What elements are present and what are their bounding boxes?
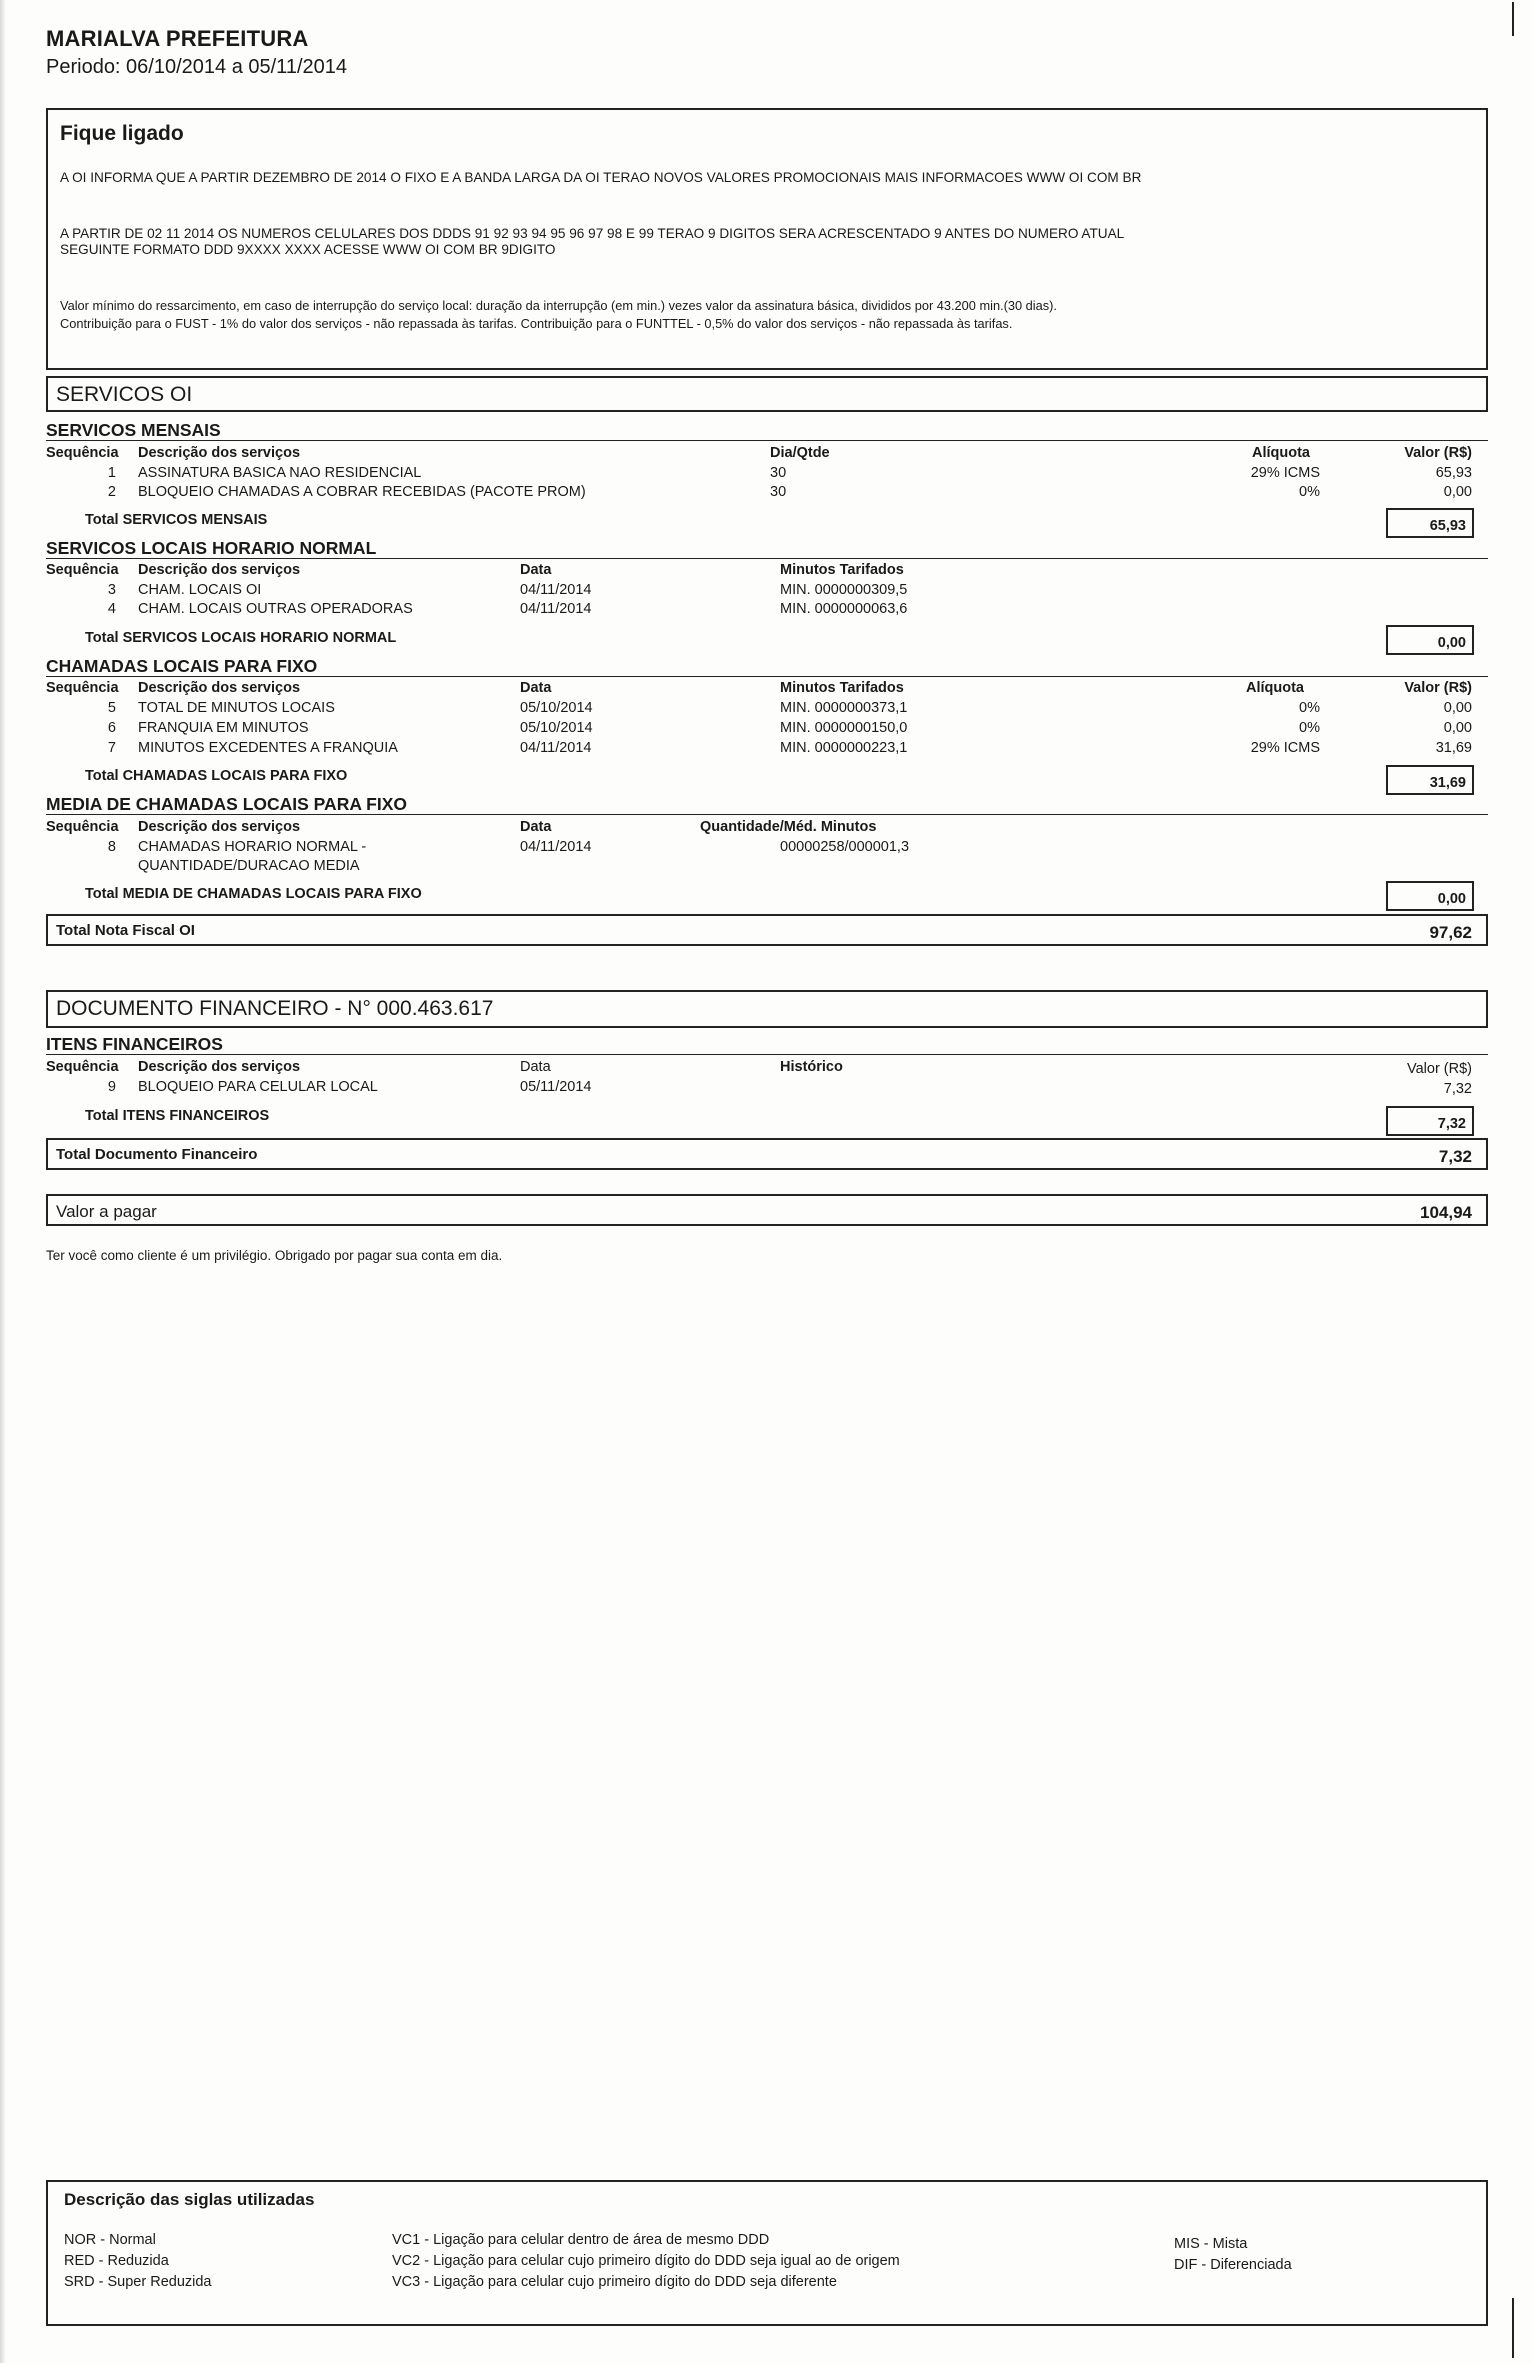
legend-dif: DIF - Diferenciada xyxy=(1174,2257,1292,2273)
footer-note: Ter você como cliente é um privilégio. Obrigado por pagar sua conta em dia. xyxy=(46,1248,503,1263)
row-data: 04/11/2014 xyxy=(520,740,592,756)
row-valor: 0,00 xyxy=(1443,484,1472,500)
col-data: Data xyxy=(520,1059,551,1075)
valor-a-pagar-value: 104,94 xyxy=(1420,1203,1472,1222)
col-data: Data xyxy=(520,562,552,578)
row-seq: 7 xyxy=(107,740,116,756)
row-seq: 1 xyxy=(107,465,116,481)
total-mensais-label: Total SERVICOS MENSAIS xyxy=(85,512,268,528)
total-itens-value: 7,32 xyxy=(1386,1106,1474,1136)
row-valor: 0,00 xyxy=(1443,700,1472,716)
row-aliq: 29% ICMS xyxy=(1250,740,1320,756)
col-valor: Valor (R$) xyxy=(1404,680,1472,696)
col-seq: Sequência xyxy=(46,680,119,696)
scan-mark-top xyxy=(1512,2,1514,36)
legend-title: Descrição das siglas utilizadas xyxy=(64,2190,315,2209)
row-desc-line1: CHAMADAS HORARIO NORMAL - xyxy=(138,839,367,855)
row-desc: CHAM. LOCAIS OUTRAS OPERADORAS xyxy=(138,601,413,617)
col-minutos: Minutos Tarifados xyxy=(780,680,904,696)
row-desc: MINUTOS EXCEDENTES A FRANQUIA xyxy=(138,740,398,756)
subhead-servicos-locais: SERVICOS LOCAIS HORARIO NORMAL xyxy=(46,538,377,558)
row-qty: 30 xyxy=(770,484,787,500)
col-desc: Descrição dos serviços xyxy=(138,819,301,835)
billing-period: Periodo: 06/10/2014 a 05/11/2014 xyxy=(46,56,347,78)
scan-mark-bottom xyxy=(1512,2298,1514,2358)
row-minutos: MIN. 0000000309,5 xyxy=(780,582,908,598)
rule-itens xyxy=(46,1054,1488,1055)
row-desc: BLOQUEIO PARA CELULAR LOCAL xyxy=(138,1079,378,1095)
notice-paragraph-3: Valor mínimo do ressarcimento, em caso de interrupção do serviço local: duração da interrupção (em min.) vezes valor da assinatura básica, divididos por 43.200 min.(30 dias). xyxy=(60,298,1057,313)
rule-fixo xyxy=(46,676,1488,677)
total-locais-label: Total SERVICOS LOCAIS HORARIO NORMAL xyxy=(85,630,397,646)
col-qty: Dia/Qtde xyxy=(770,445,830,461)
subhead-servicos-mensais: SERVICOS MENSAIS xyxy=(46,420,221,440)
subhead-media-chamadas: MEDIA DE CHAMADAS LOCAIS PARA FIXO xyxy=(46,794,408,814)
col-desc: Descrição dos serviços xyxy=(138,562,301,578)
col-seq: Sequência xyxy=(46,819,119,835)
row-seq: 2 xyxy=(107,484,116,500)
row-data: 05/11/2014 xyxy=(520,1079,592,1095)
col-aliq: Alíquota xyxy=(1246,680,1304,696)
col-desc: Descrição dos serviços xyxy=(138,680,301,696)
total-nota-fiscal xyxy=(46,914,1488,946)
col-seq: Sequência xyxy=(46,1059,119,1075)
rule-media xyxy=(46,814,1488,815)
valor-a-pagar xyxy=(46,1194,1488,1226)
col-seq: Sequência xyxy=(46,445,119,461)
col-seq: Sequência xyxy=(46,562,119,578)
legend-vc1: VC1 - Ligação para celular dentro de área de mesmo DDD xyxy=(392,2232,770,2248)
row-data: 04/11/2014 xyxy=(520,582,592,598)
col-data: Data xyxy=(520,680,552,696)
col-valor: Valor (R$) xyxy=(1407,1061,1472,1077)
row-desc: FRANQUIA EM MINUTOS xyxy=(138,720,309,736)
row-valor: 31,69 xyxy=(1435,740,1472,756)
row-minutos: MIN. 0000000150,0 xyxy=(780,720,908,736)
rule-locais xyxy=(46,558,1488,559)
col-data: Data xyxy=(520,819,552,835)
row-desc: BLOQUEIO CHAMADAS A COBRAR RECEBIDAS (PACOTE PROM) xyxy=(138,484,586,500)
row-seq: 9 xyxy=(107,1079,116,1095)
subhead-chamadas-fixo: CHAMADAS LOCAIS PARA FIXO xyxy=(46,656,318,676)
row-seq: 4 xyxy=(107,601,116,617)
row-valor: 0,00 xyxy=(1443,720,1472,736)
notice-paragraph-2: A PARTIR DE 02 11 2014 OS NUMEROS CELULARES DOS DDDS 91 92 93 94 95 96 97 98 E 99 TERAO 9 DIGITOS SERA ACRESCENTADO 9 ANTES DO NUMERO ATUAL SEGUINTE FORMATO DDD 9XXXX XXXX ACESSE WWW OI COM BR 9DIGITO xyxy=(60,226,1124,257)
company-name: MARIALVA PREFEITURA xyxy=(46,26,309,51)
col-qty: Quantidade/Méd. Minutos xyxy=(700,819,877,835)
total-itens-label: Total ITENS FINANCEIROS xyxy=(85,1108,270,1124)
total-documento-financeiro xyxy=(46,1138,1488,1170)
row-minutos: MIN. 0000000373,1 xyxy=(780,700,908,716)
total-nota-fiscal-label: Total Nota Fiscal OI xyxy=(56,922,195,939)
total-mensais-value: 65,93 xyxy=(1386,508,1474,538)
row-seq: 5 xyxy=(107,700,116,716)
col-valor: Valor (R$) xyxy=(1404,445,1472,461)
legend-mis: MIS - Mista xyxy=(1174,2236,1248,2252)
notice-paragraph-4: Contribuição para o FUST - 1% do valor dos serviços - não repassada às tarifas. Contribuição para o FUNTTEL - 0,5% do valor dos serviços - não repassada às tarifas. xyxy=(60,316,1013,331)
total-documento-value: 7,32 xyxy=(1438,1147,1472,1166)
legend-srd: SRD - Super Reduzida xyxy=(64,2274,212,2290)
total-documento-label: Total Documento Financeiro xyxy=(56,1146,258,1163)
row-valor: 7,32 xyxy=(1443,1081,1472,1097)
total-nota-fiscal-value: 97,62 xyxy=(1429,923,1472,942)
col-historico: Histórico xyxy=(780,1059,843,1075)
notice-title: Fique ligado xyxy=(60,122,184,145)
total-media-value: 0,00 xyxy=(1386,881,1474,911)
row-aliq: 0% xyxy=(1299,484,1320,500)
valor-a-pagar-label: Valor a pagar xyxy=(56,1202,157,1221)
col-aliq: Alíquota xyxy=(1252,445,1310,461)
row-minutos: MIN. 0000000223,1 xyxy=(780,740,908,756)
total-media-label: Total MEDIA DE CHAMADAS LOCAIS PARA FIXO xyxy=(85,886,422,902)
row-seq: 8 xyxy=(107,839,116,855)
row-seq: 6 xyxy=(107,720,116,736)
subhead-itens-financeiros: ITENS FINANCEIROS xyxy=(46,1034,223,1054)
notice-paragraph-1: A OI INFORMA QUE A PARTIR DEZEMBRO DE 2014 O FIXO E A BANDA LARGA DA OI TERAO NOVOS VALORES PROMOCIONAIS MAIS INFORMACOES WWW OI COM BR xyxy=(60,170,1142,185)
row-seq: 3 xyxy=(107,582,116,598)
row-data: 05/10/2014 xyxy=(520,720,593,736)
legend-vc3: VC3 - Ligação para celular cujo primeiro dígito do DDD seja diferente xyxy=(392,2274,837,2290)
col-minutos: Minutos Tarifados xyxy=(780,562,904,578)
col-desc: Descrição dos serviços xyxy=(138,1059,301,1075)
row-desc: ASSINATURA BASICA NAO RESIDENCIAL xyxy=(138,465,422,481)
legend-vc2: VC2 - Ligação para celular cujo primeiro dígito do DDD seja igual ao de origem xyxy=(392,2253,900,2269)
row-data: 05/10/2014 xyxy=(520,700,593,716)
total-fixo-value: 31,69 xyxy=(1386,765,1474,795)
row-aliq: 0% xyxy=(1299,720,1320,736)
rule-mensais xyxy=(46,440,1488,441)
col-desc: Descrição dos serviços xyxy=(138,445,301,461)
row-qty: 30 xyxy=(770,465,787,481)
page-edge-shadow xyxy=(0,0,6,2363)
row-qty: 00000258/000001,3 xyxy=(780,839,910,855)
row-aliq: 29% ICMS xyxy=(1250,465,1320,481)
section-documento-financeiro: DOCUMENTO FINANCEIRO - N° 000.463.617 xyxy=(46,990,1488,1028)
legend-red: RED - Reduzida xyxy=(64,2253,169,2269)
row-desc: CHAM. LOCAIS OI xyxy=(138,582,262,598)
row-desc-line2: QUANTIDADE/DURACAO MEDIA xyxy=(138,858,360,874)
total-locais-value: 0,00 xyxy=(1386,625,1474,655)
row-desc: TOTAL DE MINUTOS LOCAIS xyxy=(138,700,335,716)
row-minutos: MIN. 0000000063,6 xyxy=(780,601,908,617)
row-aliq: 0% xyxy=(1299,700,1320,716)
row-data: 04/11/2014 xyxy=(520,601,592,617)
row-data: 04/11/2014 xyxy=(520,839,592,855)
total-fixo-label: Total CHAMADAS LOCAIS PARA FIXO xyxy=(85,768,348,784)
legend-nor: NOR - Normal xyxy=(64,2232,156,2248)
row-valor: 65,93 xyxy=(1435,465,1472,481)
section-servicos-oi: SERVICOS OI xyxy=(46,376,1488,412)
